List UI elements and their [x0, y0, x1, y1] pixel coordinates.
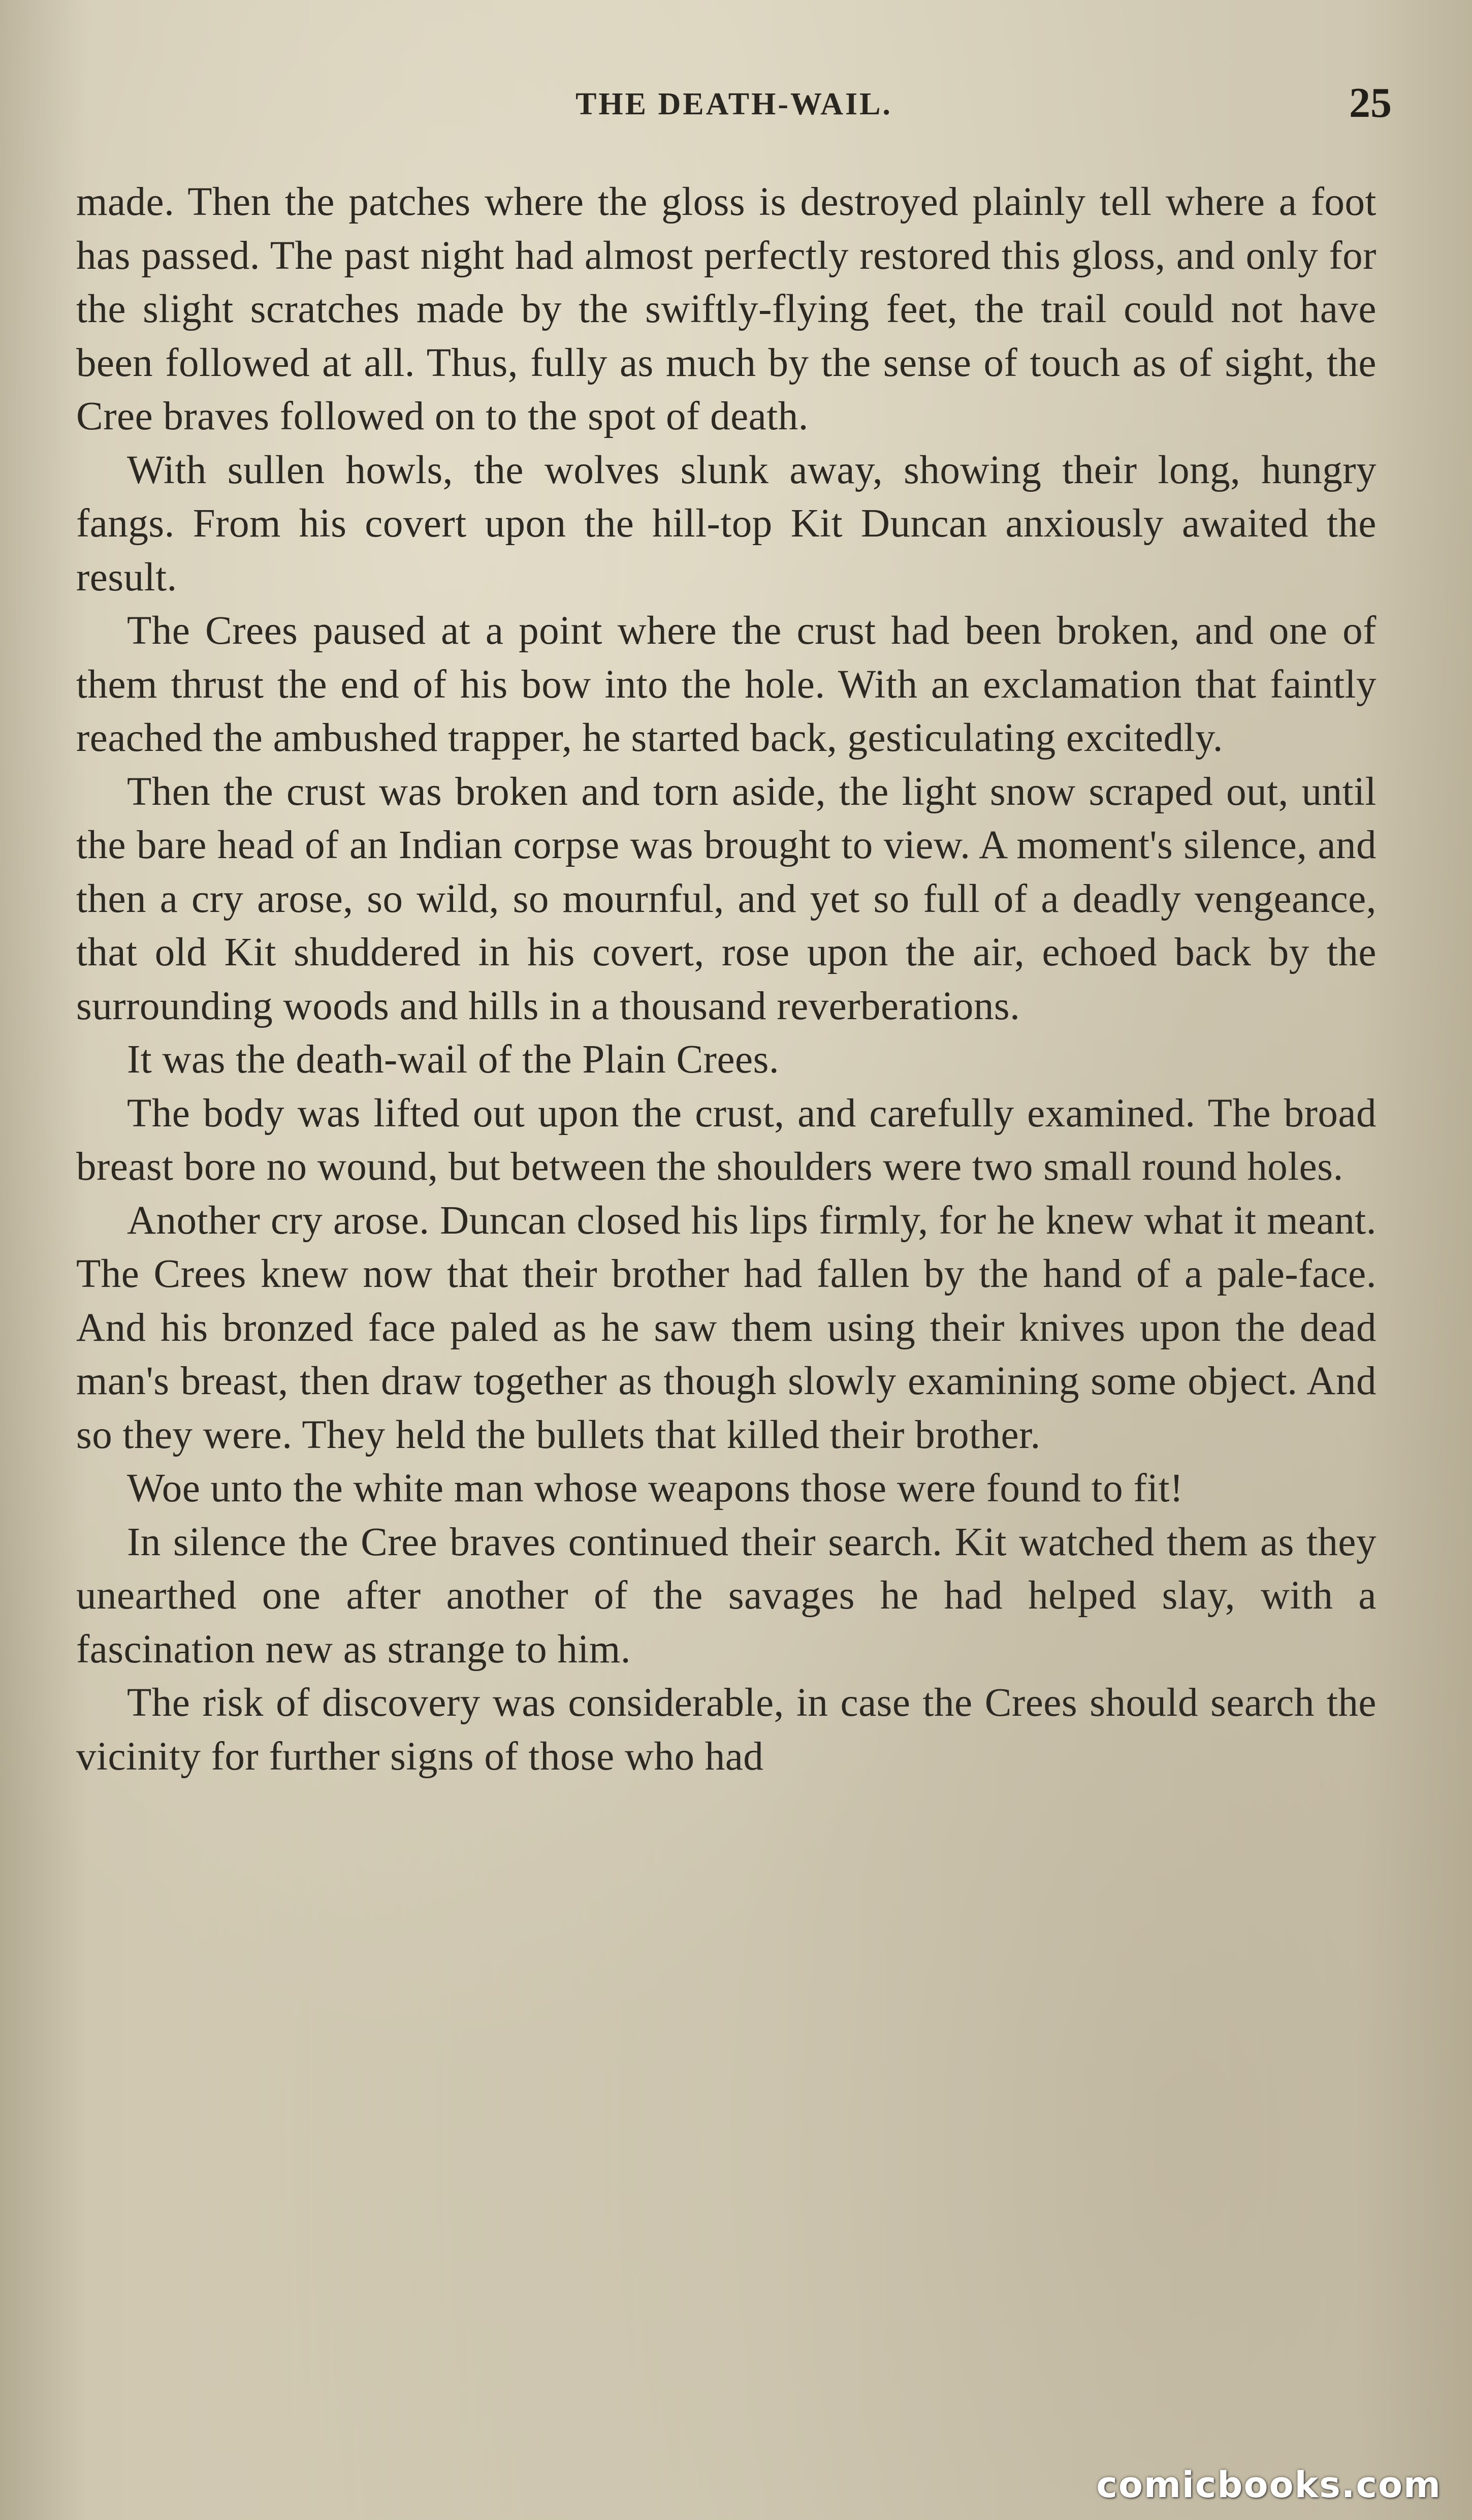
- paragraph: The Crees paused at a point where the crust had been broken, and one of them thrust the end of his bow into the hole. With an exclamation that faintly reached the ambushed trapper, he started back, gesticulating excitedly.: [76, 609, 1377, 760]
- paragraph: Woe unto the white man whose weapons those were found to fit!: [127, 1466, 1183, 1510]
- running-head: [76, 76, 1392, 132]
- paragraph: made. Then the patches where the gloss is destroyed plainly tell where a foot has passed. The past night had almost perfectly restored this gloss, and only for the slight scratches made by the swiftly-flying feet, the trail could not have been followed at all. Thus, fully as much by the sense of touch as of sight, the Cree braves followed on to the spot of death.: [76, 180, 1377, 438]
- paragraph: Then the crust was broken and torn aside, the light snow scraped out, until the bare head of an Indian corpse was brought to view. A moment's silence, and then a cry arose, so wild, so mournful, and yet so full of a deadly vengeance, that old Kit shuddered in his covert, rose upon the air, echoed back by the surrounding woods and hills in a thousand reverberations.: [76, 769, 1377, 1028]
- page-number: 25: [1349, 79, 1392, 127]
- watermark: comicbooks.com: [1096, 2464, 1442, 2506]
- paragraph: The body was lifted out upon the crust, and carefully examined. The broad breast bore no wound, but between the shoulders were two small round holes.: [76, 1091, 1377, 1189]
- paragraph: It was the death-wail of the Plain Crees.: [127, 1037, 780, 1082]
- body-text: [76, 175, 1377, 1783]
- chapter-title: THE DEATH-WAIL.: [575, 87, 892, 121]
- paragraph: In silence the Cree braves continued their search. Kit watched them as they unearthed one after another of the savages he had helped slay, with a fascination new as strange to him.: [76, 1520, 1377, 1672]
- paragraph: With sullen howls, the wolves slunk away, showing their long, hungry fangs. From his covert upon the hill-top Kit Duncan anxiously awaited the result.: [76, 448, 1377, 600]
- paragraph: The risk of discovery was considerable, in case the Crees should search the vicinity for further signs of those who had: [76, 1681, 1377, 1779]
- paragraph: Another cry arose. Duncan closed his lips firmly, for he knew what it meant. The Crees knew now that their brother had fallen by the hand of a pale-face. And his bronzed face paled as he saw them using their knives upon the dead man's breast, then draw together as though slowly examining some object. And so they were. They held the bullets that killed their brother.: [76, 1198, 1377, 1457]
